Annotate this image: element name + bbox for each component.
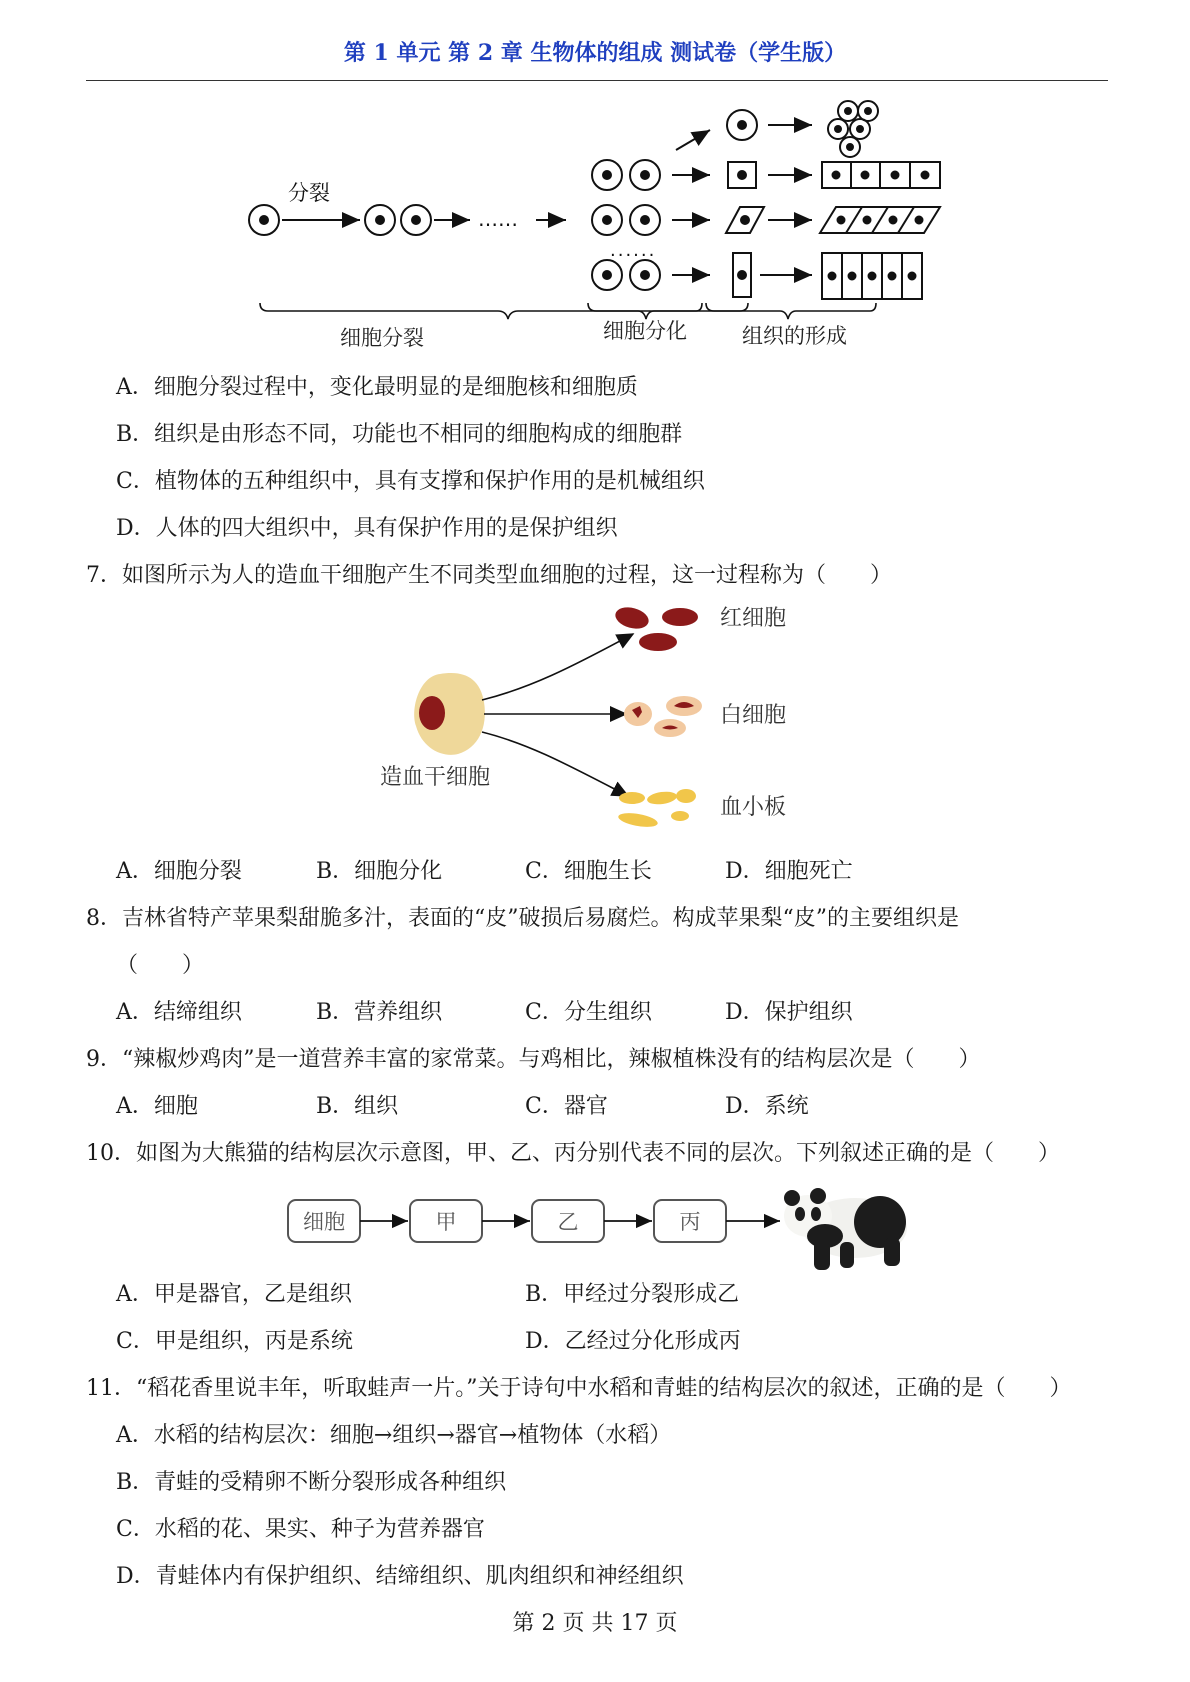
figure7-red-label: 红细胞 — [720, 606, 787, 631]
q10-option-d: D．乙经过分化形成丙 — [525, 1329, 741, 1354]
q8-paren: （ ） — [116, 953, 205, 978]
q8-option-a: A．结缔组织 — [116, 1000, 242, 1025]
q8-stem: 8．吉林省特产苹果梨甜脆多汁，表面的“皮”破损后易腐烂。构成苹果梨“皮”的主要组织是 — [86, 906, 959, 931]
q8-option-b: B．营养组织 — [316, 1000, 443, 1025]
q9-option-a: A．细胞 — [116, 1094, 198, 1119]
q11-option-c: C．水稻的花、果实、种子为营养器官 — [116, 1517, 485, 1542]
q9-option-d: D．系统 — [725, 1094, 809, 1119]
q10-option-a: A．甲是器官，乙是组织 — [116, 1282, 352, 1307]
q11-stem: 11．“稻花香里说丰年，听取蛙声一片。”关于诗句中水稻和青蛙的结构层次的叙述，正确的是（ ） — [86, 1376, 1072, 1401]
figure7-white-label: 白细胞 — [720, 703, 787, 728]
q7-stem: 7．如图所示为人的造血干细胞产生不同类型血细胞的过程，这一过程称为（ ） — [86, 563, 892, 588]
q6-option-d: D．人体的四大组织中，具有保护作用的是保护组织 — [116, 516, 618, 541]
figure-blood-cells — [380, 598, 820, 838]
page-header-title: 第 1 单元 第 2 章 生物体的组成 测试卷（学生版） — [343, 40, 847, 66]
figure6-dots: …… — [478, 207, 518, 231]
panda-image — [784, 1188, 907, 1270]
q7-option-b: B．细胞分化 — [316, 859, 443, 884]
figure6-label-differentiation: 细胞分化 — [603, 319, 687, 343]
figure6-label-tissue: 组织的形成 — [742, 324, 847, 348]
q11-option-d: D．青蛙体内有保护组织、结缔组织、肌肉组织和神经组织 — [116, 1564, 684, 1589]
q11-option-b: B．青蛙的受精卵不断分裂形成各种组织 — [116, 1470, 507, 1495]
q7-option-d: D．细胞死亡 — [725, 859, 853, 884]
svg-text:······: ······ — [610, 245, 657, 266]
figure10-box-yi: 乙 — [557, 1210, 579, 1234]
figure6-label-division: 细胞分裂 — [340, 326, 424, 350]
q10-stem: 10．如图为大熊猫的结构层次示意图，甲、乙、丙分别代表不同的层次。下列叙述正确的是（ ） — [86, 1141, 1060, 1166]
q7-option-a: A．细胞分裂 — [116, 859, 242, 884]
q9-stem: 9．“辣椒炒鸡肉”是一道营养丰富的家常菜。与鸡相比，辣椒植株没有的结构层次是（ ） — [86, 1047, 981, 1072]
q9-option-c: C．器官 — [525, 1094, 608, 1119]
q11-option-a: A．水稻的结构层次：细胞→组织→器官→植物体（水稻） — [116, 1423, 672, 1448]
figure10-box-bing: 丙 — [679, 1210, 701, 1234]
q10-option-b: B．甲经过分裂形成乙 — [525, 1282, 740, 1307]
figure10-box-jia: 甲 — [435, 1210, 457, 1234]
q6-option-c: C．植物体的五种组织中，具有支撑和保护作用的是机械组织 — [116, 469, 705, 494]
q8-option-d: D．保护组织 — [725, 1000, 853, 1025]
q10-option-c: C．甲是组织，丙是系统 — [116, 1329, 353, 1354]
q6-option-a: A．细胞分裂过程中，变化最明显的是细胞核和细胞质 — [116, 375, 638, 400]
figure-panda-hierarchy — [280, 1180, 920, 1280]
q8-option-c: C．分生组织 — [525, 1000, 652, 1025]
figure10-box-cell: 细胞 — [303, 1210, 345, 1234]
header-rule — [86, 80, 1108, 81]
figure6-arrow-label: 分裂 — [288, 181, 330, 205]
figure-cell-division — [240, 95, 960, 355]
q7-option-c: C．细胞生长 — [525, 859, 652, 884]
q6-option-b: B．组织是由形态不同，功能也不相同的细胞构成的细胞群 — [116, 422, 683, 447]
page-number: 第 2 页 共 17 页 — [512, 1611, 678, 1636]
figure7-platelet-label: 血小板 — [720, 795, 787, 820]
q9-option-b: B．组织 — [316, 1094, 399, 1119]
figure7-stem-cell-label: 造血干细胞 — [380, 765, 491, 790]
